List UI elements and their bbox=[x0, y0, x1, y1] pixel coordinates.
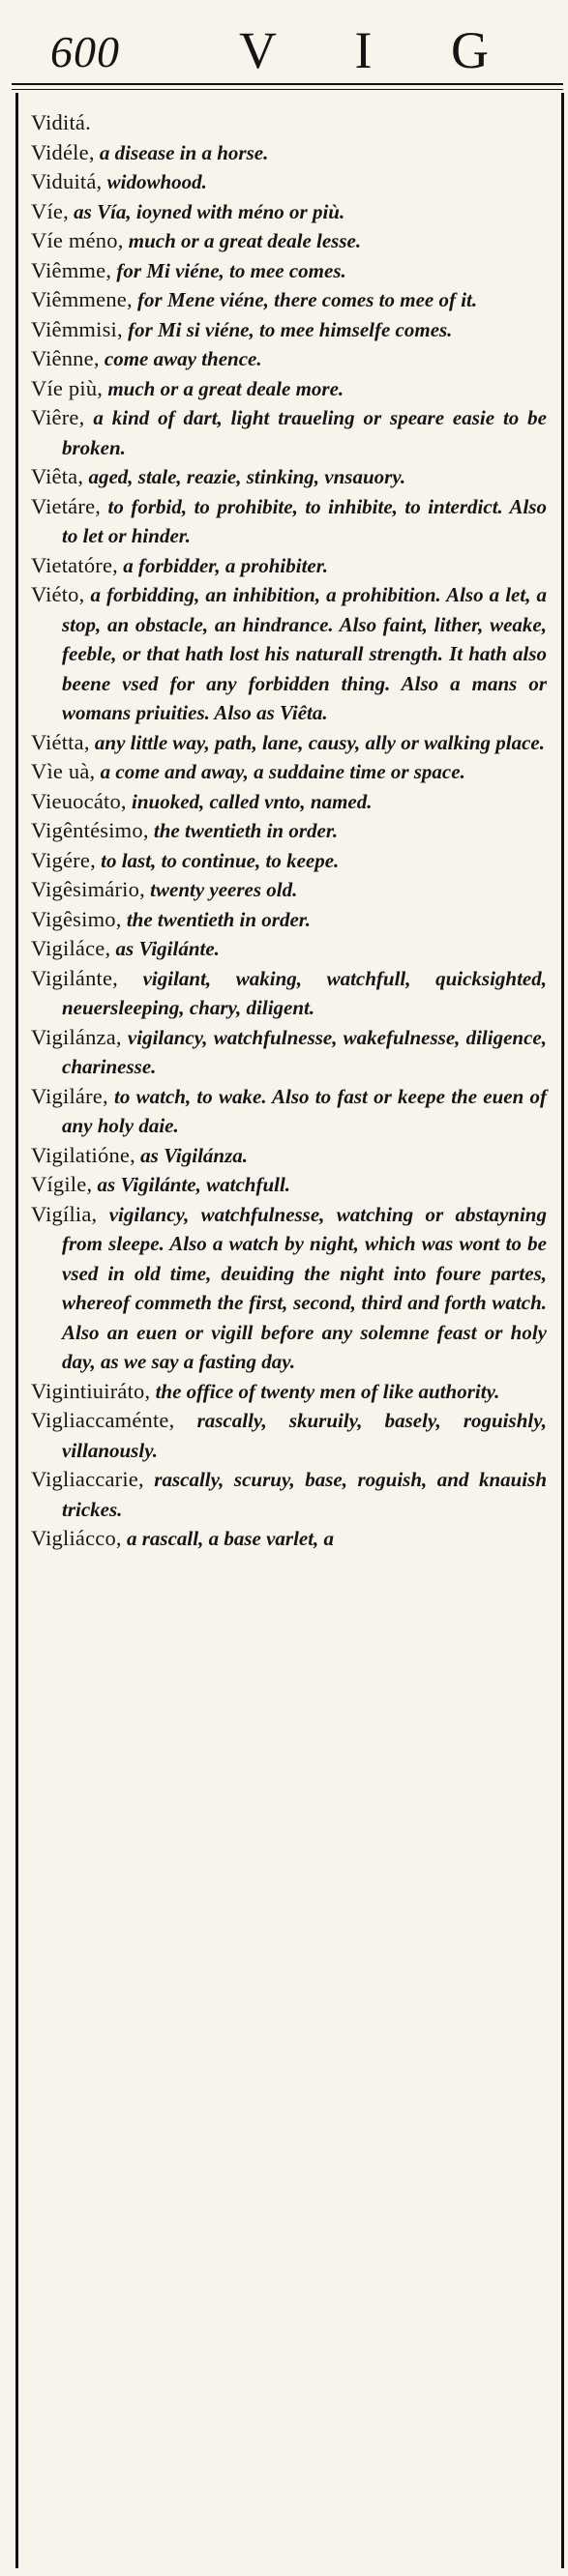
entry-definition: widowhood. bbox=[102, 170, 207, 193]
entry-headword: Vigiláre, bbox=[31, 1083, 108, 1108]
entry-headword: Vigliácco, bbox=[31, 1526, 122, 1550]
entry-definition: as Vía, ioyned with méno or più. bbox=[68, 199, 345, 223]
dictionary-entry bbox=[31, 787, 547, 817]
entry-definition: the twentieth in order. bbox=[148, 819, 339, 842]
entry-definition: as Vigilánte. bbox=[110, 937, 220, 960]
entry-definition: rascally, skuruily, basely, roguishly, villanously. bbox=[62, 1409, 547, 1462]
entry-definition: inuoked, called vnto, named. bbox=[126, 789, 373, 813]
dictionary-entry bbox=[31, 875, 547, 905]
dictionary-entry bbox=[31, 1406, 547, 1465]
entry-headword: Vígile, bbox=[31, 1172, 93, 1196]
entry-definition: a forbidder, a prohibiter. bbox=[117, 553, 329, 577]
entry-headword: Vigilatióne, bbox=[31, 1142, 135, 1167]
entry-headword: Viênne, bbox=[31, 346, 100, 370]
entry-headword: Víe più, bbox=[31, 375, 104, 400]
entry-headword: Vìe uà, bbox=[31, 759, 96, 783]
entry-headword: Viétta, bbox=[31, 729, 90, 754]
page-number: 600 bbox=[50, 27, 120, 76]
entry-headword: Vietáre, bbox=[31, 493, 102, 518]
dictionary-entry bbox=[31, 1170, 547, 1200]
entry-headword: Víe méno, bbox=[31, 228, 124, 252]
entry-headword: Viduitá, bbox=[31, 169, 103, 193]
entry-headword: Vigêsimo, bbox=[31, 906, 122, 931]
entry-headword: Víe, bbox=[31, 198, 69, 223]
dictionary-entry bbox=[31, 580, 547, 728]
entry-definition: a rascall, a base varlet, a bbox=[121, 1527, 335, 1550]
entry-definition: a disease in a horse. bbox=[94, 140, 269, 164]
entry-headword: Viêmme, bbox=[31, 257, 112, 282]
header-rule bbox=[12, 83, 563, 90]
entry-list bbox=[31, 108, 547, 1554]
entry-headword: Vigília, bbox=[31, 1201, 98, 1226]
entry-headword: Vigiláce, bbox=[31, 936, 111, 960]
dictionary-entry bbox=[31, 256, 547, 286]
entry-headword: Vigliaccarie, bbox=[31, 1467, 144, 1491]
entry-headword: Vigilánza, bbox=[31, 1024, 122, 1049]
entry-definition: for Mi viéne, to mee comes. bbox=[111, 258, 346, 282]
entry-headword: Vigilánte, bbox=[31, 965, 119, 990]
entry-definition: a come and away, a suddaine time or space. bbox=[95, 760, 465, 783]
entry-headword: Viêmmisi, bbox=[31, 316, 123, 341]
dictionary-entry bbox=[31, 964, 547, 1023]
dictionary-entry bbox=[31, 374, 547, 404]
page-header bbox=[12, 21, 563, 83]
dictionary-entry bbox=[31, 1082, 547, 1141]
entry-definition: to last, to continue, to keepe. bbox=[95, 848, 340, 872]
dictionary-entry bbox=[31, 285, 547, 315]
entry-definition: the office of twenty men of like authority. bbox=[150, 1379, 500, 1403]
entry-definition: vigilancy, watchfulnesse, watching or abstayning from sleepe. Also a watch by night, which was wont to be vsed in old time, deuiding the night into foure partes, whereof commeth the first, second, third and forth watch. Also an euen or vigill before any solemne feast or holy day, as we say a fasting day. bbox=[62, 1202, 547, 1373]
entry-headword: Vigliaccaménte, bbox=[31, 1408, 175, 1432]
dictionary-entry bbox=[31, 1524, 547, 1554]
entry-headword: Vigêntésimo, bbox=[31, 818, 149, 842]
entry-definition: much or a great deale lesse. bbox=[123, 229, 362, 252]
entry-definition: vigilancy, watchfulnesse, wakefulnesse, diligence, charinesse. bbox=[62, 1025, 547, 1078]
dictionary-entry bbox=[31, 403, 547, 462]
entry-definition: as Vigilánza. bbox=[135, 1143, 249, 1167]
dictionary-entry bbox=[31, 492, 547, 551]
dictionary-entry bbox=[31, 108, 547, 138]
entry-definition: a kind of dart, light traueling or speare easie to be broken. bbox=[62, 406, 547, 459]
dictionary-entry bbox=[31, 846, 547, 876]
dictionary-entry bbox=[31, 1141, 547, 1171]
entry-headword: Viêmmene, bbox=[31, 287, 133, 311]
entry-headword: Viditá. bbox=[31, 110, 91, 134]
entry-definition: as Vigilánte, watchfull. bbox=[92, 1173, 291, 1196]
dictionary-entry bbox=[31, 934, 547, 964]
dictionary-entry bbox=[31, 462, 547, 492]
entry-headword: Vigére, bbox=[31, 847, 96, 872]
dictionary-entry bbox=[31, 344, 547, 374]
running-head: V I G bbox=[239, 21, 523, 79]
dictionary-entry bbox=[31, 138, 547, 168]
entry-headword: Vigintiuiráto, bbox=[31, 1378, 151, 1403]
entry-definition: come away thence. bbox=[99, 347, 262, 370]
dictionary-entry bbox=[31, 315, 547, 345]
entry-definition: much or a great deale more. bbox=[103, 376, 344, 400]
entry-definition: the twentieth in order. bbox=[121, 907, 312, 931]
dictionary-entry bbox=[31, 816, 547, 846]
dictionary-entry bbox=[31, 226, 547, 256]
entry-headword: Vietatóre, bbox=[31, 552, 118, 577]
dictionary-entry bbox=[31, 728, 547, 758]
entry-definition: rascally, scuruy, base, roguish, and knauish trickes. bbox=[62, 1468, 547, 1521]
entry-headword: Vieuocáto, bbox=[31, 788, 127, 813]
dictionary-entry bbox=[31, 1200, 547, 1377]
entry-definition: a forbidding, an inhibition, a prohibition. Also a let, a stop, an obstacle, an hindrance. Also faint, lither, weake, feeble, or that hath lost his naturall strength. It hath also beene vsed for any forbidden thing. Also a mans or womans priuities. Also as Viêta. bbox=[62, 583, 547, 724]
entry-definition: any little way, path, lane, causy, ally or walking place. bbox=[89, 730, 546, 754]
dictionary-entry bbox=[31, 167, 547, 197]
dictionary-entry bbox=[31, 757, 547, 787]
entry-definition: aged, stale, reazie, stinking, vnsauory. bbox=[83, 465, 406, 488]
entry-headword: Viêre, bbox=[31, 405, 85, 429]
entry-definition: for Mene viéne, there comes to mee of it. bbox=[132, 288, 478, 311]
dictionary-entry bbox=[31, 905, 547, 935]
dictionary-entry bbox=[31, 1023, 547, 1082]
dictionary-entry bbox=[31, 1465, 547, 1524]
entry-headword: Viéto, bbox=[31, 582, 85, 606]
entry-headword: Vidéle, bbox=[31, 139, 95, 164]
dictionary-entry bbox=[31, 551, 547, 581]
dictionary-entry bbox=[31, 197, 547, 227]
entry-definition: twenty yeeres old. bbox=[144, 878, 298, 901]
dictionary-entry bbox=[31, 1377, 547, 1407]
entry-definition: to watch, to wake. Also to fast or keepe the euen of any holy daie. bbox=[62, 1084, 547, 1137]
entry-headword: Viêta, bbox=[31, 464, 84, 488]
entry-headword: Vigêsimário, bbox=[31, 877, 145, 901]
entry-definition: to forbid, to prohibite, to inhibite, to interdict. Also to let or hinder. bbox=[62, 494, 547, 547]
entry-definition: for Mi si viéne, to mee himselfe comes. bbox=[122, 317, 453, 341]
entry-definition: vigilant, waking, watchfull, quicksighted, neuersleeping, chary, diligent. bbox=[62, 966, 547, 1019]
